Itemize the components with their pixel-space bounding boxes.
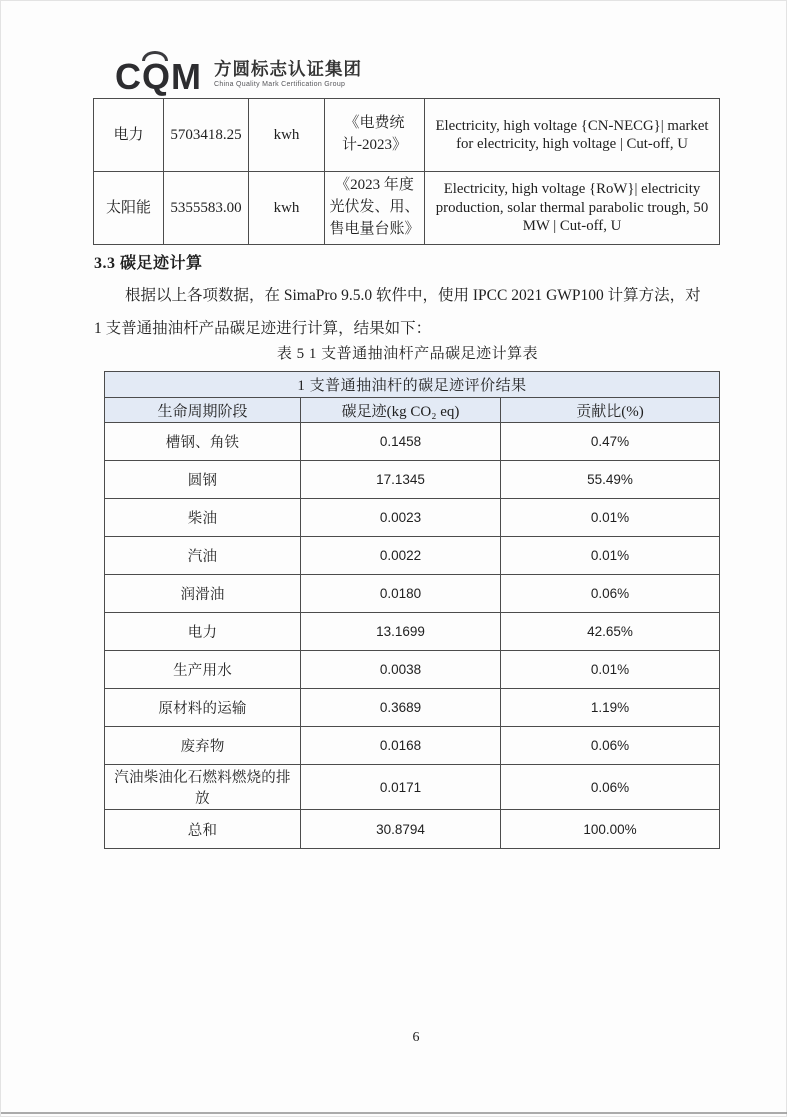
table-row [105, 537, 720, 575]
energy-unit-cell: kwh [249, 99, 325, 172]
stage-cell: 电力 [105, 613, 301, 651]
table-caption: 表 5 1 支普通抽油杆产品碳足迹计算表 [276, 346, 539, 362]
contribution-cell: 0.01% [501, 499, 720, 537]
table-row [105, 461, 720, 499]
footprint-cell: 0.0168 [301, 727, 501, 765]
energy-dataset-cell: Electricity, high voltage {RoW}| electricity production, solar thermal parabolic trough, 50 MW | Cut-off, U [425, 172, 720, 245]
table-row [105, 810, 720, 849]
energy-data-table [93, 98, 720, 245]
carbon-footprint-table [104, 371, 720, 849]
paragraph-line: 1 支普通抽油杆产品碳足迹进行计算，结果如下： [94, 320, 432, 337]
table-row [105, 765, 720, 810]
column-header: 生命周期阶段 [105, 398, 301, 423]
table-title: 1 支普通抽油杆的碳足迹评价结果 [105, 372, 720, 398]
footprint-cell: 17.1345 [301, 461, 501, 499]
table-row [105, 499, 720, 537]
contribution-cell: 0.06% [501, 727, 720, 765]
table-row [105, 651, 720, 689]
body-paragraph [94, 279, 721, 345]
energy-source-cell: 《电费统计-2023》 [325, 99, 425, 172]
energy-unit-cell: kwh [249, 172, 325, 245]
table-header-row [105, 398, 720, 423]
table-row [105, 689, 720, 727]
column-header: 碳足迹(kg CO₂ eq) [301, 398, 501, 423]
energy-amount-cell: 5703418.25 [164, 99, 249, 172]
cqm-arc-icon [142, 51, 168, 61]
page-number: 6 [412, 1030, 420, 1045]
footprint-cell: 30.8794 [301, 810, 501, 849]
paragraph-line: 根据以上各项数据，在 SimaPro 9.5.0 软件中，使用 IPCC 2021 GWP100 计算方法，对 [125, 287, 701, 304]
section-heading: 3.3 碳足迹计算 [94, 255, 203, 272]
stage-cell: 柴油 [105, 499, 301, 537]
stage-cell: 润滑油 [105, 575, 301, 613]
logo-text-block [214, 51, 362, 88]
logo-abbreviation: CQM [115, 56, 202, 97]
scan-edge-line [1, 1112, 787, 1114]
logo-name-chinese: 方圆标志认证集团 [214, 59, 362, 79]
table-row [105, 727, 720, 765]
contribution-cell: 100.00% [501, 810, 720, 849]
stage-cell: 汽油 [105, 537, 301, 575]
logo-name-english: China Quality Mark Certification Group [214, 81, 346, 89]
table-row [105, 575, 720, 613]
footprint-cell: 0.0023 [301, 499, 501, 537]
stage-cell: 圆钢 [105, 461, 301, 499]
stage-cell: 槽钢、角铁 [105, 423, 301, 461]
energy-dataset-cell: Electricity, high voltage {CN-NECG}| market for electricity, high voltage | Cut-off, U [425, 99, 720, 172]
contribution-cell: 55.49% [501, 461, 720, 499]
contribution-cell: 0.06% [501, 575, 720, 613]
footprint-cell: 0.0022 [301, 537, 501, 575]
cqm-logo [115, 51, 362, 95]
stage-cell: 原材料的运输 [105, 689, 301, 727]
table-title-row [105, 372, 720, 398]
table-row [94, 172, 720, 245]
contribution-cell: 42.65% [501, 613, 720, 651]
stage-cell: 汽油柴油化石燃料燃烧的排放 [105, 765, 301, 810]
energy-amount-cell: 5355583.00 [164, 172, 249, 245]
contribution-cell: 0.01% [501, 651, 720, 689]
footprint-cell: 13.1699 [301, 613, 501, 651]
stage-cell: 废弃物 [105, 727, 301, 765]
contribution-cell: 0.06% [501, 765, 720, 810]
table-row [105, 423, 720, 461]
footprint-cell: 0.3689 [301, 689, 501, 727]
energy-name-cell: 电力 [94, 99, 164, 172]
footprint-cell: 0.1458 [301, 423, 501, 461]
energy-name-cell: 太阳能 [94, 172, 164, 245]
table-row [94, 99, 720, 172]
contribution-cell: 0.47% [501, 423, 720, 461]
energy-source-cell: 《2023 年度光伏发、用、售电量台账》 [325, 172, 425, 245]
contribution-cell: 0.01% [501, 537, 720, 575]
footprint-cell: 0.0180 [301, 575, 501, 613]
column-header: 贡献比(%) [501, 398, 720, 423]
contribution-cell: 1.19% [501, 689, 720, 727]
stage-cell: 生产用水 [105, 651, 301, 689]
cqm-logo-mark [115, 51, 202, 95]
stage-cell: 总和 [105, 810, 301, 849]
footprint-cell: 0.0038 [301, 651, 501, 689]
footprint-cell: 0.0171 [301, 765, 501, 810]
table-row [105, 613, 720, 651]
